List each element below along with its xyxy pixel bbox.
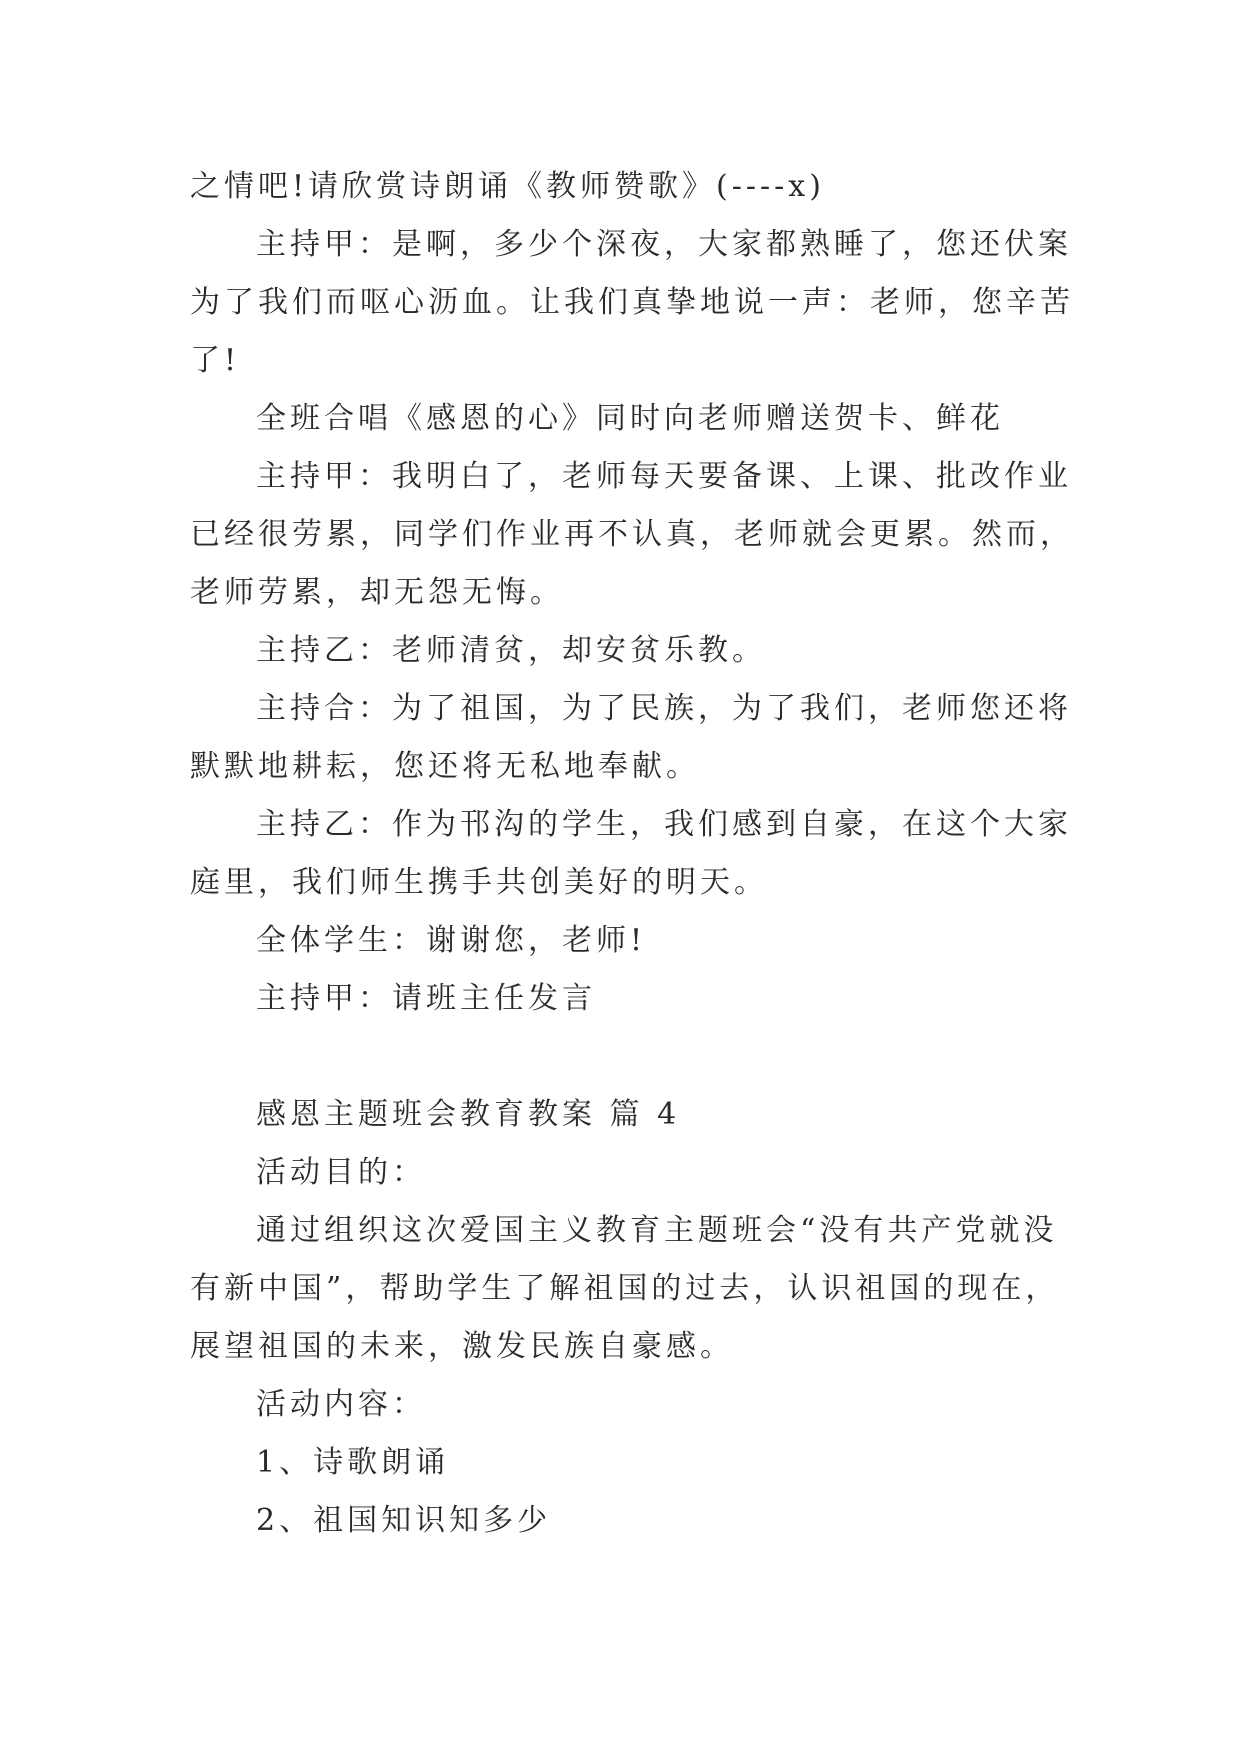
list-item: 1、诗歌朗诵 (256, 1445, 450, 1480)
paragraph-line: 展望祖国的未来，激发民族自豪感。 (190, 1329, 734, 1364)
section-heading: 活动内容： (256, 1387, 426, 1422)
list-item: 2、祖国知识知多少 (256, 1503, 552, 1538)
document-page (190, 158, 1074, 1550)
text-line: 庭里，我们师生携手共创美好的明天。 (190, 865, 768, 900)
text-line: 已经很劳累，同学们作业再不认真，老师就会更累。然而， (190, 517, 1074, 552)
dialogue-line: 全体学生：谢谢您，老师! (256, 923, 647, 958)
dialogue-line: 主持乙：老师清贫，却安贫乐教。 (256, 633, 766, 668)
dialogue-line: 主持乙：作为邗沟的学生，我们感到自豪，在这个大家 (256, 807, 1072, 842)
section-gap (190, 1028, 1070, 1086)
text-line: 为了我们而呕心沥血。让我们真挚地说一声：老师，您辛苦 (190, 285, 1074, 320)
text-line: 老师劳累，却无怨无悔。 (190, 575, 564, 610)
stage-direction-line: 全班合唱《感恩的心》同时向老师赠送贺卡、鲜花 (256, 401, 1004, 436)
dialogue-line: 主持甲：我明白了，老师每天要备课、上课、批改作业 (256, 459, 1072, 494)
dialogue-line: 主持合：为了祖国，为了民族，为了我们，老师您还将 (256, 691, 1072, 726)
text-line: 默默地耕耘，您还将无私地奉献。 (190, 749, 700, 784)
paragraph-line: 有新中国”，帮助学生了解祖国的过去，认识祖国的现在， (190, 1271, 1060, 1306)
text-line: 之情吧!请欣赏诗朗诵《教师赞歌》(----x) (190, 169, 825, 204)
section-heading: 活动目的： (256, 1155, 426, 1190)
dialogue-line: 主持甲：请班主任发言 (256, 981, 596, 1016)
text-line: 了! (190, 343, 241, 378)
section-title: 感恩主题班会教育教案 篇 4 (256, 1097, 681, 1132)
dialogue-line: 主持甲：是啊，多少个深夜，大家都熟睡了，您还伏案 (256, 227, 1072, 262)
paragraph-line: 通过组织这次爱国主义教育主题班会“没有共产党就没 (256, 1213, 1058, 1248)
